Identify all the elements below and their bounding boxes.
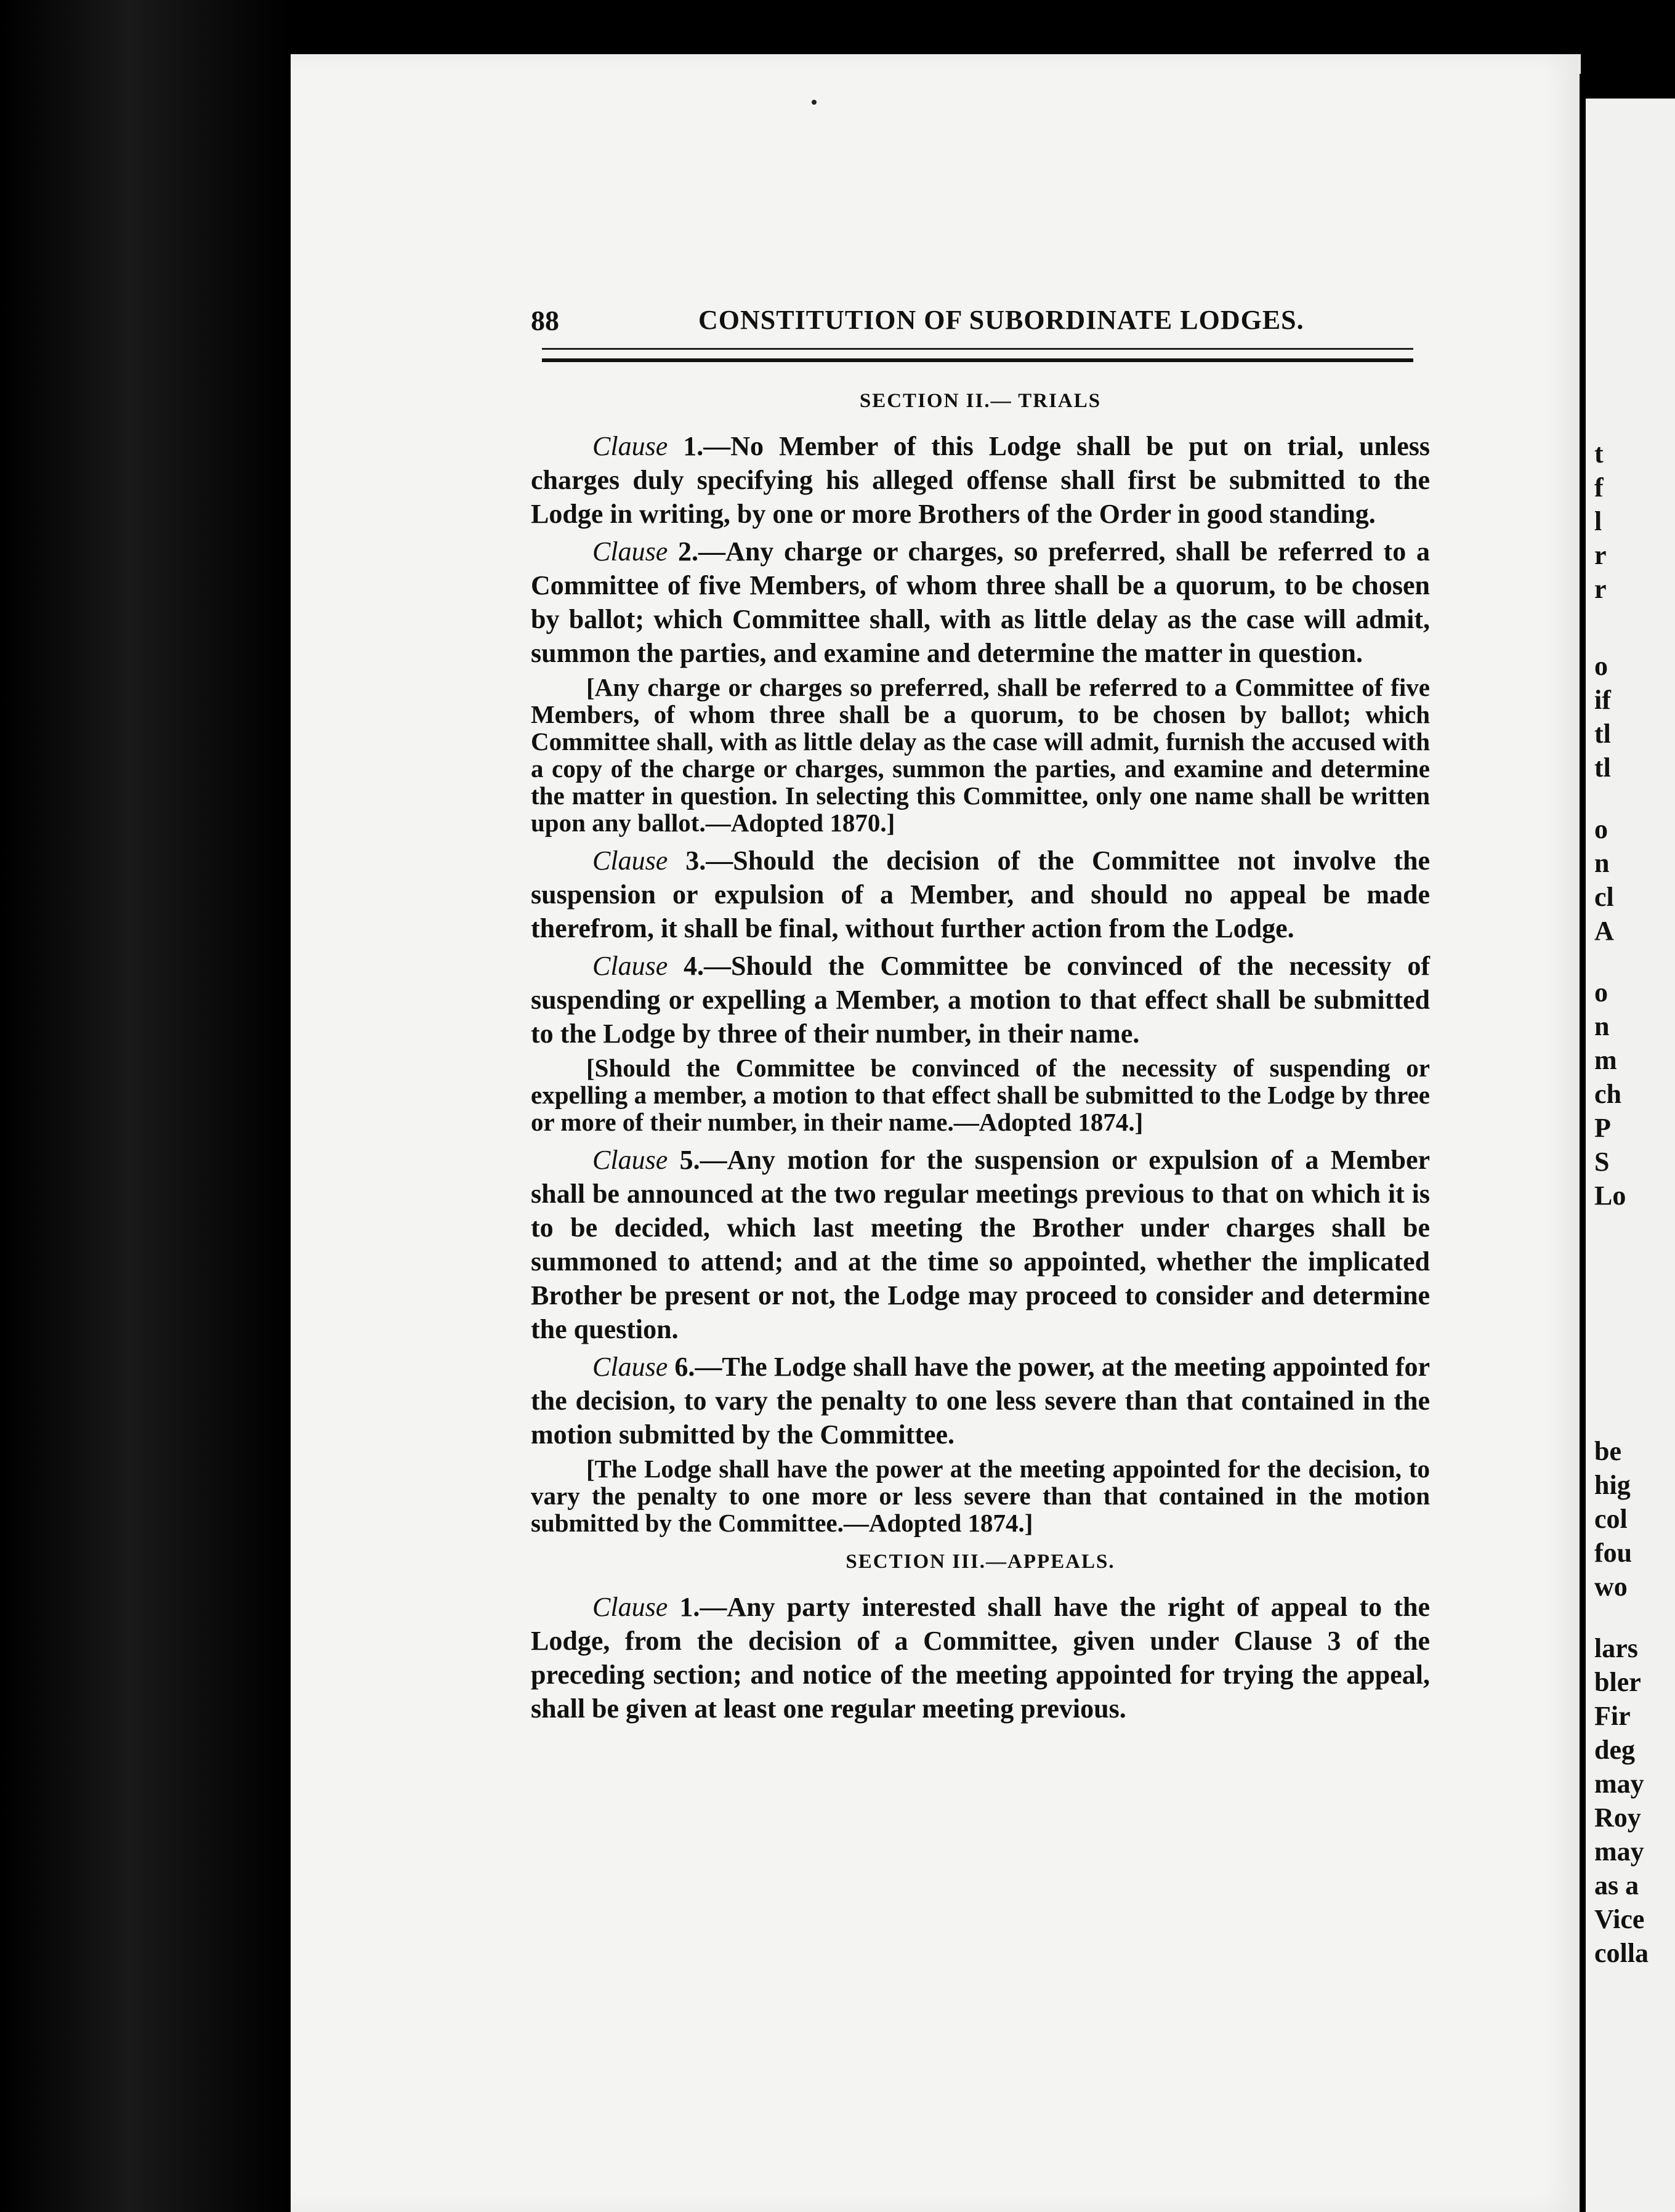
clause-label: Clause	[592, 846, 668, 876]
facing-fragment: deg	[1594, 1735, 1635, 1765]
page-body	[531, 376, 1430, 1729]
facing-fragment: may	[1594, 1836, 1644, 1867]
facing-fragment: bler	[1594, 1667, 1641, 1697]
facing-fragment: t	[1594, 438, 1604, 469]
facing-fragment: P	[1594, 1113, 1611, 1143]
clause-paragraph	[531, 844, 1430, 945]
facing-fragment: hig	[1594, 1470, 1631, 1500]
book-spine-shadow	[0, 0, 289, 2212]
clause-label: Clause	[592, 431, 668, 461]
running-head	[531, 302, 1304, 345]
clause-text: 5.—Any motion for the suspension or expulsion of a Member shall be announced at the two regular meetings previous to that on which it is to be decided, which last meeting the Brother under charges shall be summoned to attend; and at the time so appointed, whether the implicated Brother be present or not, the Lodge may proceed to consider and determine the question.	[531, 1145, 1430, 1344]
clause-paragraph	[531, 1143, 1430, 1346]
facing-fragment: tl	[1594, 753, 1611, 783]
clause-paragraph	[531, 535, 1430, 670]
facing-fragment: ch	[1594, 1079, 1621, 1109]
facing-fragment: Roy	[1594, 1802, 1641, 1833]
facing-fragment: Fir	[1594, 1701, 1631, 1731]
clause-text: 3.—Should the decision of the Committee not involve the suspension or expulsion of a Member, and should no appeal be made therefrom, it shall be final, without further action from the Lodge.	[531, 846, 1431, 943]
facing-fragment: l	[1594, 506, 1602, 536]
page-number: 88	[531, 305, 559, 336]
clause-text: 1.—No Member of this Lodge shall be put on trial, unless charges duly specifying his alleged offense shall first be submitted to the Lodge in writing, by one or more Brothers of the Order in good standing.	[531, 431, 1431, 529]
clause-paragraph	[531, 1350, 1430, 1451]
facing-fragment: be	[1594, 1436, 1621, 1466]
facing-fragment: tl	[1594, 719, 1611, 749]
facing-fragment: n	[1594, 848, 1610, 878]
clause-label: Clause	[592, 536, 668, 567]
facing-fragment: Vice	[1594, 1904, 1645, 1934]
facing-fragment: o	[1594, 814, 1608, 844]
clause-text: 6.—The Lodge shall have the power, at the meeting appointed for the decision, to vary the penalty to one less severe than that contained in the motion submitted by the Committee.	[531, 1352, 1431, 1450]
amendment-paragraph: [Any charge or charges so preferred, shall be referred to a Committee of five Members, of whom three shall be a quorum, to be chosen by ballot; which Committee shall, with as little delay as the case will admit, furnish the accused with a copy of the charge or charges, summon the parties, and examine and determine the matter in question. In selecting this Committee, only one name shall be written upon any ballot.—Adopted 1870.]	[531, 673, 1430, 837]
facing-fragment: cl	[1594, 882, 1614, 912]
facing-fragment: S	[1594, 1147, 1610, 1177]
facing-fragment: lars	[1594, 1633, 1638, 1663]
facing-fragment: A	[1594, 916, 1614, 946]
facing-fragment: wo	[1594, 1572, 1628, 1602]
clause-paragraph	[531, 1590, 1430, 1726]
facing-fragment: r	[1594, 540, 1607, 570]
facing-fragment: colla	[1594, 1938, 1649, 1968]
amendment-paragraph: [The Lodge shall have the power at the meeting appointed for the decision, to vary the penalty to one more or less severe than that contained in the motion submitted by the Committee.—Adopted 1874.]	[531, 1455, 1430, 1537]
facing-fragment: n	[1594, 1011, 1610, 1041]
clause-paragraph	[531, 949, 1430, 1051]
facing-fragment: col	[1594, 1504, 1628, 1534]
facing-fragment: Lo	[1594, 1181, 1626, 1211]
amendment-paragraph: [Should the Committee be convinced of the necessity of suspending or expelling a member, a motion to that effect shall be submitted to the Lodge by three or more of their number, in their name.—Adopted 1874.]	[531, 1054, 1430, 1136]
running-title: CONSTITUTION OF SUBORDINATE LODGES.	[698, 305, 1304, 335]
clause-text: 2.—Any charge or charges, so preferred, shall be referred to a Committee of five Members, of whom three shall be a quorum, to be chosen by ballot; which Committee shall, with as little delay as the case will admit, summon the parties, and examine and determine the matter in question.	[531, 536, 1431, 668]
clause-label: Clause	[592, 1145, 668, 1175]
facing-fragment: o	[1594, 977, 1608, 1007]
section-heading-appeals: SECTION III.—APPEALS.	[846, 1551, 1115, 1573]
facing-fragment: as a	[1594, 1870, 1639, 1900]
clause-label: Clause	[592, 1592, 668, 1622]
clause-paragraph	[531, 429, 1430, 531]
facing-fragment: m	[1594, 1045, 1617, 1075]
facing-page-edge	[1586, 99, 1675, 2212]
page-gutter	[1580, 74, 1586, 2212]
facing-fragment: f	[1594, 472, 1604, 503]
facing-fragment: may	[1594, 1769, 1644, 1799]
facing-fragment: r	[1594, 574, 1607, 604]
header-rule	[542, 348, 1413, 350]
ink-speck	[812, 100, 817, 105]
header-rule-thick	[542, 358, 1413, 362]
clause-text: 1.—Any party interested shall have the right of appeal to the Lodge, from the decision of a Committee, given under Clause 3 of the preceding section; and notice of the meeting appointed for trying the appeal, shall be given at least one regular meeting previous.	[531, 1592, 1430, 1724]
clause-label: Clause	[592, 1352, 668, 1382]
facing-fragment: if	[1594, 685, 1611, 715]
facing-fragment: fou	[1594, 1538, 1633, 1568]
clause-label: Clause	[592, 951, 668, 981]
section-heading-trials: SECTION II.— TRIALS	[859, 390, 1102, 412]
facing-fragment: o	[1594, 651, 1608, 681]
clause-text: 4.—Should the Committee be convinced of the necessity of suspending or expelling a Member, a motion to that effect shall be submitted to the Lodge by three of their number, in their name.	[531, 951, 1431, 1049]
